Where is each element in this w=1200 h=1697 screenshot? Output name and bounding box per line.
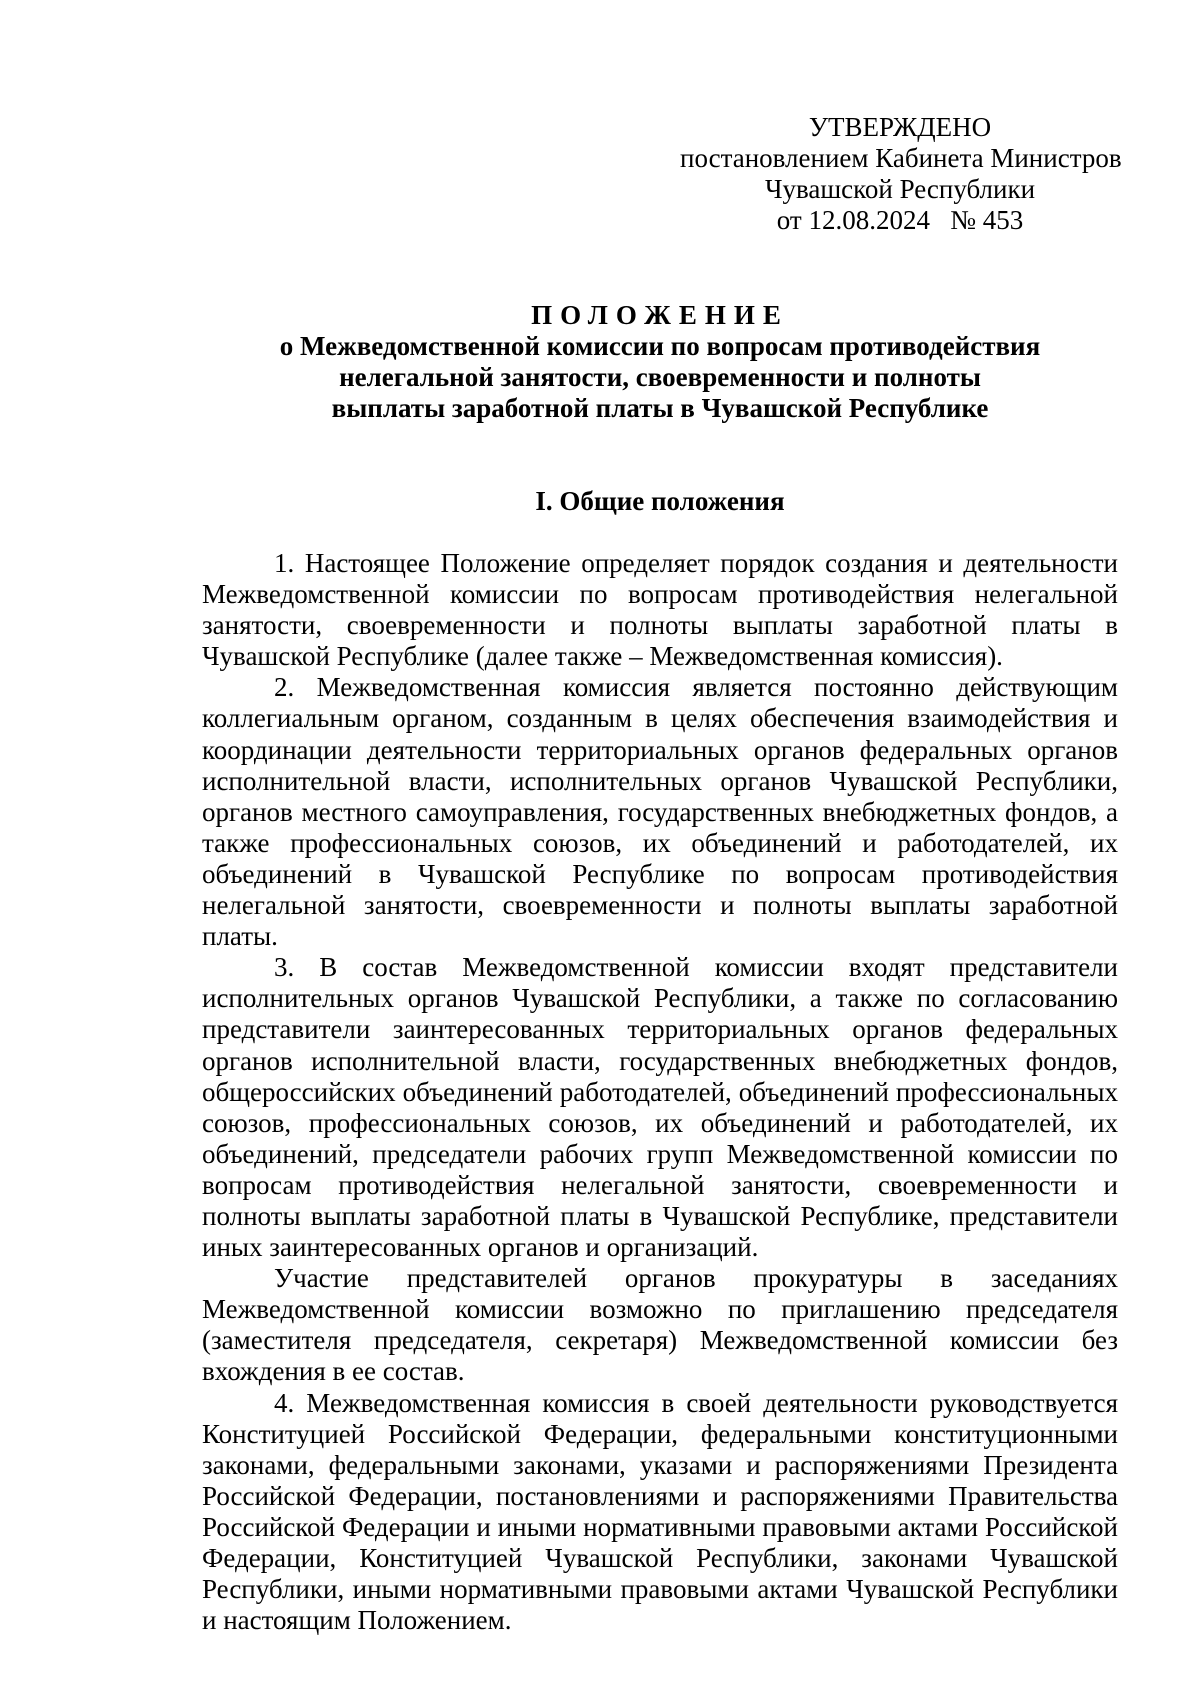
document-title [200,300,1120,424]
paragraph-2: 2. Межведомственная комиссия является постоянно действующим коллегиальным органом, созданным в целях обеспечения взаимодействия и координации деятельности территориальных органов федеральных органов исполнительной власти, исполнительных органов Чувашской Республики, органов местного самоуправления, государственных внебюджетных фондов, а также профессиональных союзов, их объединений и работодателей, их объединений в Чувашской Республике по вопросам противодействия нелегальной занятости, своевременности и полноты выплаты заработной платы. [202,672,1118,952]
document-title-line-2: нелегальной занятости, своевременности и полноты [339,362,981,392]
paragraph-1: 1. Настоящее Положение определяет порядок создания и деятельности Межведомственной комиссии по вопросам противодействия нелегальной занятости, своевременности и полноты выплаты заработной платы в Чувашской Республике (далее также – Межведомственная комиссия). [202,548,1118,672]
approval-stamp [680,112,1120,236]
approval-issuer: постановлением Кабинета Министров [680,143,1122,173]
paragraph-4: 4. Межведомственная комиссия в своей деятельности руководствуется Конституцией Российской Федерации, федеральными конституционными законами, федеральными законами, указами и распоряжениями Президента Российской Федерации, постановлениями и распоряжениями Правительства Российской Федерации и иными нормативными правовыми актами Российской Федерации, Конституцией Чувашской Республики, законами Чувашской Республики, иными нормативными правовыми актами Чувашской Республики и настоящим Положением. [202,1387,1118,1636]
approval-issuer-region: Чувашской Республики [764,174,1036,204]
document-title-line-1: о Межведомственной комиссии по вопросам противодействия [279,331,1041,361]
approval-date-number: от 12.08.2024 № 453 [776,205,1024,235]
paragraph-3-continuation: Участие представителей органов прокуратуры в заседаниях Межведомственной комиссии возможно по приглашению председателя (заместителя председателя, секретаря) Межведомственной комиссии без вхождения в ее состав. [202,1263,1118,1387]
section-body [202,548,1118,1636]
section-heading: I. Общие положения [535,486,785,516]
document-title-line-3: выплаты заработной платы в Чувашской Республике [331,393,989,423]
approval-label: УТВЕРЖДЕНО [808,112,992,142]
paragraph-3: 3. В состав Межведомственной комиссии входят представители исполнительных органов Чувашской Республики, а также по согласованию представители заинтересованных территориальных органов федеральных органов исполнительной власти, государственных внебюджетных фондов, общероссийских объединений работодателей, объединений профессиональных союзов, профессиональных союзов, их объединений и работодателей, их объединений, председатели рабочих групп Межведомственной комиссии по вопросам противодействия нелегальной занятости, своевременности и полноты выплаты заработной платы в Чувашской Республике, представители иных заинтересованных органов и организаций. [202,952,1118,1263]
document-type-heading: ПОЛОЖЕНИЕ [531,300,789,330]
